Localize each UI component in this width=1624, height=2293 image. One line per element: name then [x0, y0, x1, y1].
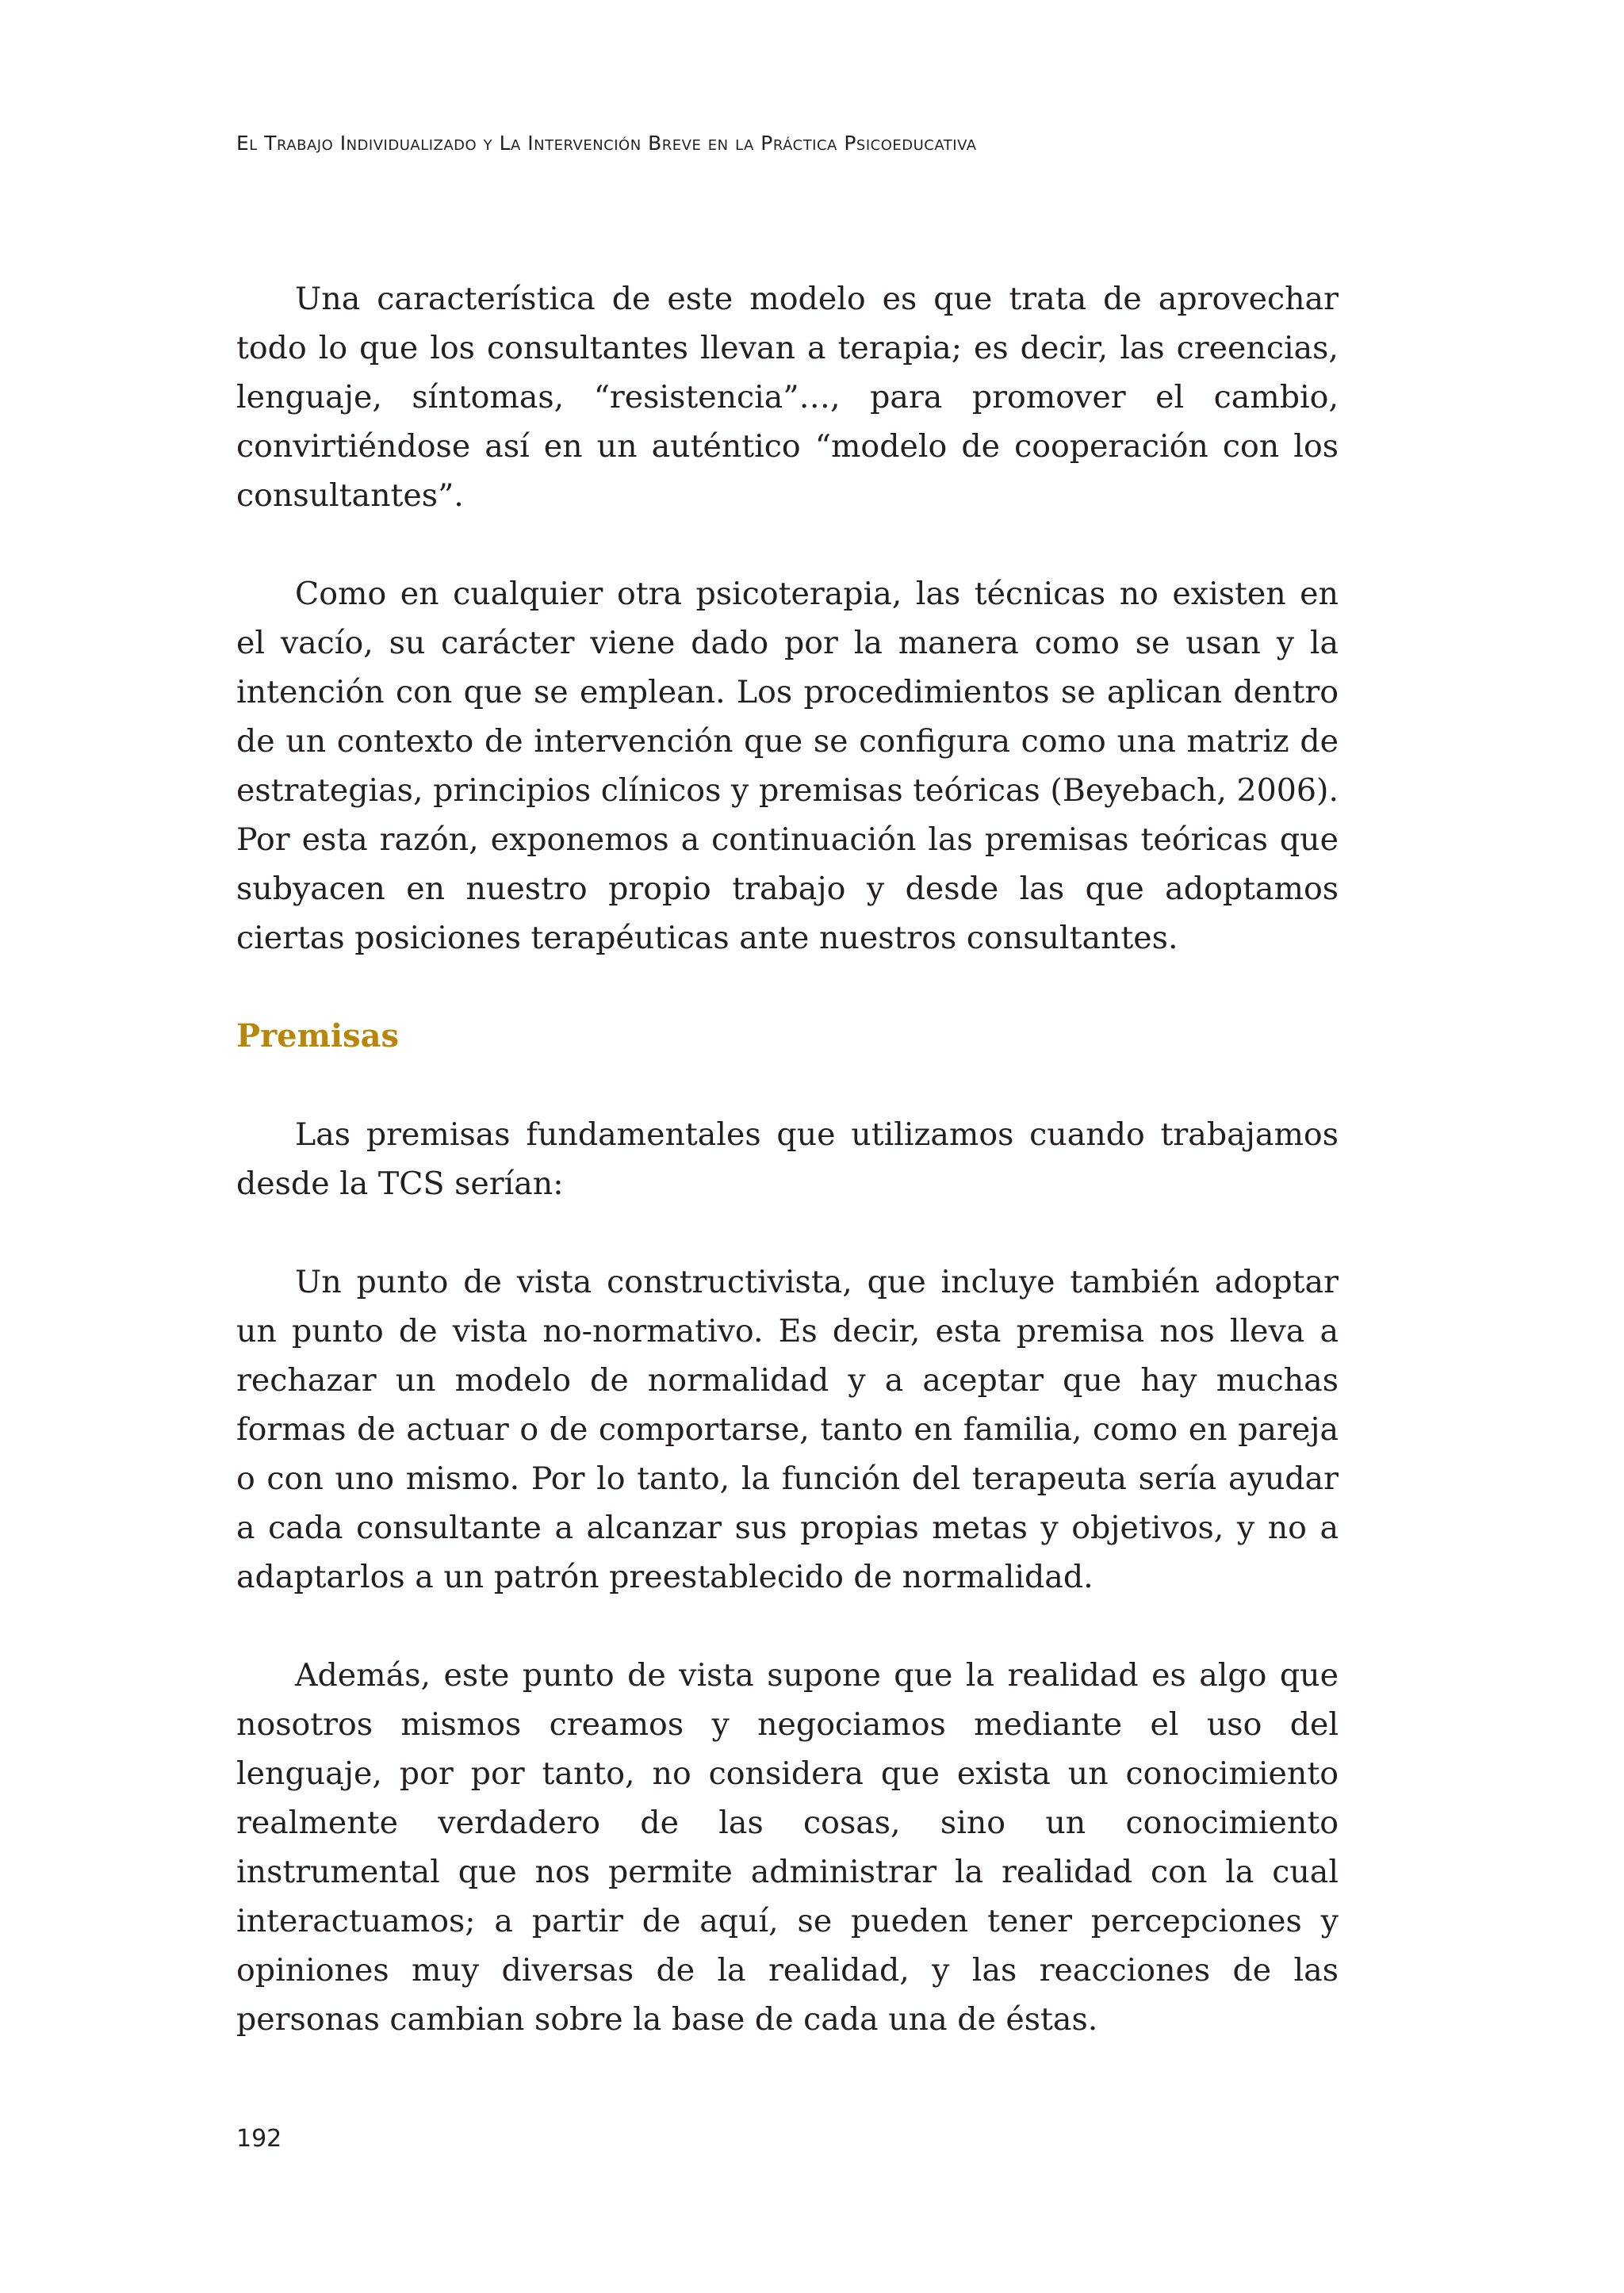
paragraph-spacer: [236, 1602, 1339, 1651]
paragraph: Además, este punto de vista supone que la realidad es algo que nosotros mismos creamos y negociamos mediante el uso del lenguaje, por por tanto, no considera que exista un conocimiento realmente verdadero de las cosas, sino un conocimiento instrumental que nos permite administrar la realidad con la cual interactuamos; a partir de aquí, se pueden tener percepciones y opiniones muy diversas de la realidad, y las reacciones de las personas cambian sobre la base de cada una de éstas.: [236, 1657, 1339, 2038]
page-number: 192: [236, 2125, 282, 2153]
section-heading: Premisas: [236, 1017, 400, 1055]
paragraph: Un punto de vista constructivista, que incluye también adoptar un punto de vista no-normativo. Es decir, esta premisa nos lleva a rechazar un modelo de normalidad y a aceptar que hay muchas formas de actuar o de comportarse, tanto en familia, como en pareja o con uno mismo. Por lo tanto, la función del terapeuta sería ayudar a cada consultante a alcanzar sus propias metas y objetivos, y no a adaptarlos a un patrón preestablecido de normalidad.: [236, 1264, 1339, 1595]
paragraph: Como en cualquier otra psicoterapia, las técnicas no existen en el vacío, su carácter viene dado por la manera como se usan y la intención con que se emplean. Los procedimientos se aplican dentro de un contexto de intervención que se configura como una matriz de estrategias, principios clínicos y premisas teóricas (Beyebach, 2006). Por esta razón, exponemos a continuación las premisas teóricas que subyacen en nuestro propio trabajo y desde las que adoptamos ciertas posiciones terapéuticas ante nuestros consultantes.: [236, 576, 1339, 956]
paragraph: Las premisas fundamentales que utilizamos cuando trabajamos desde la TCS serían:: [236, 1116, 1339, 1202]
page-body: [236, 274, 1339, 2044]
paragraph-spacer: [236, 963, 1339, 1012]
paragraph-spacer: [236, 520, 1339, 569]
running-header: El Trabajo Individualizado y La Intervención Breve en la Práctica Psicoeducativa: [236, 132, 977, 155]
paragraph: Una característica de este modelo es que trata de aprovechar todo lo que los consultantes llevan a terapia; es decir, las creencias, lenguaje, síntomas, “resistencia”…, para promover el cambio, convirtiéndose así en un auténtico “modelo de cooperación con los consultantes”.: [236, 281, 1339, 514]
paragraph-spacer: [236, 1208, 1339, 1258]
paragraph-spacer: [236, 1061, 1339, 1110]
